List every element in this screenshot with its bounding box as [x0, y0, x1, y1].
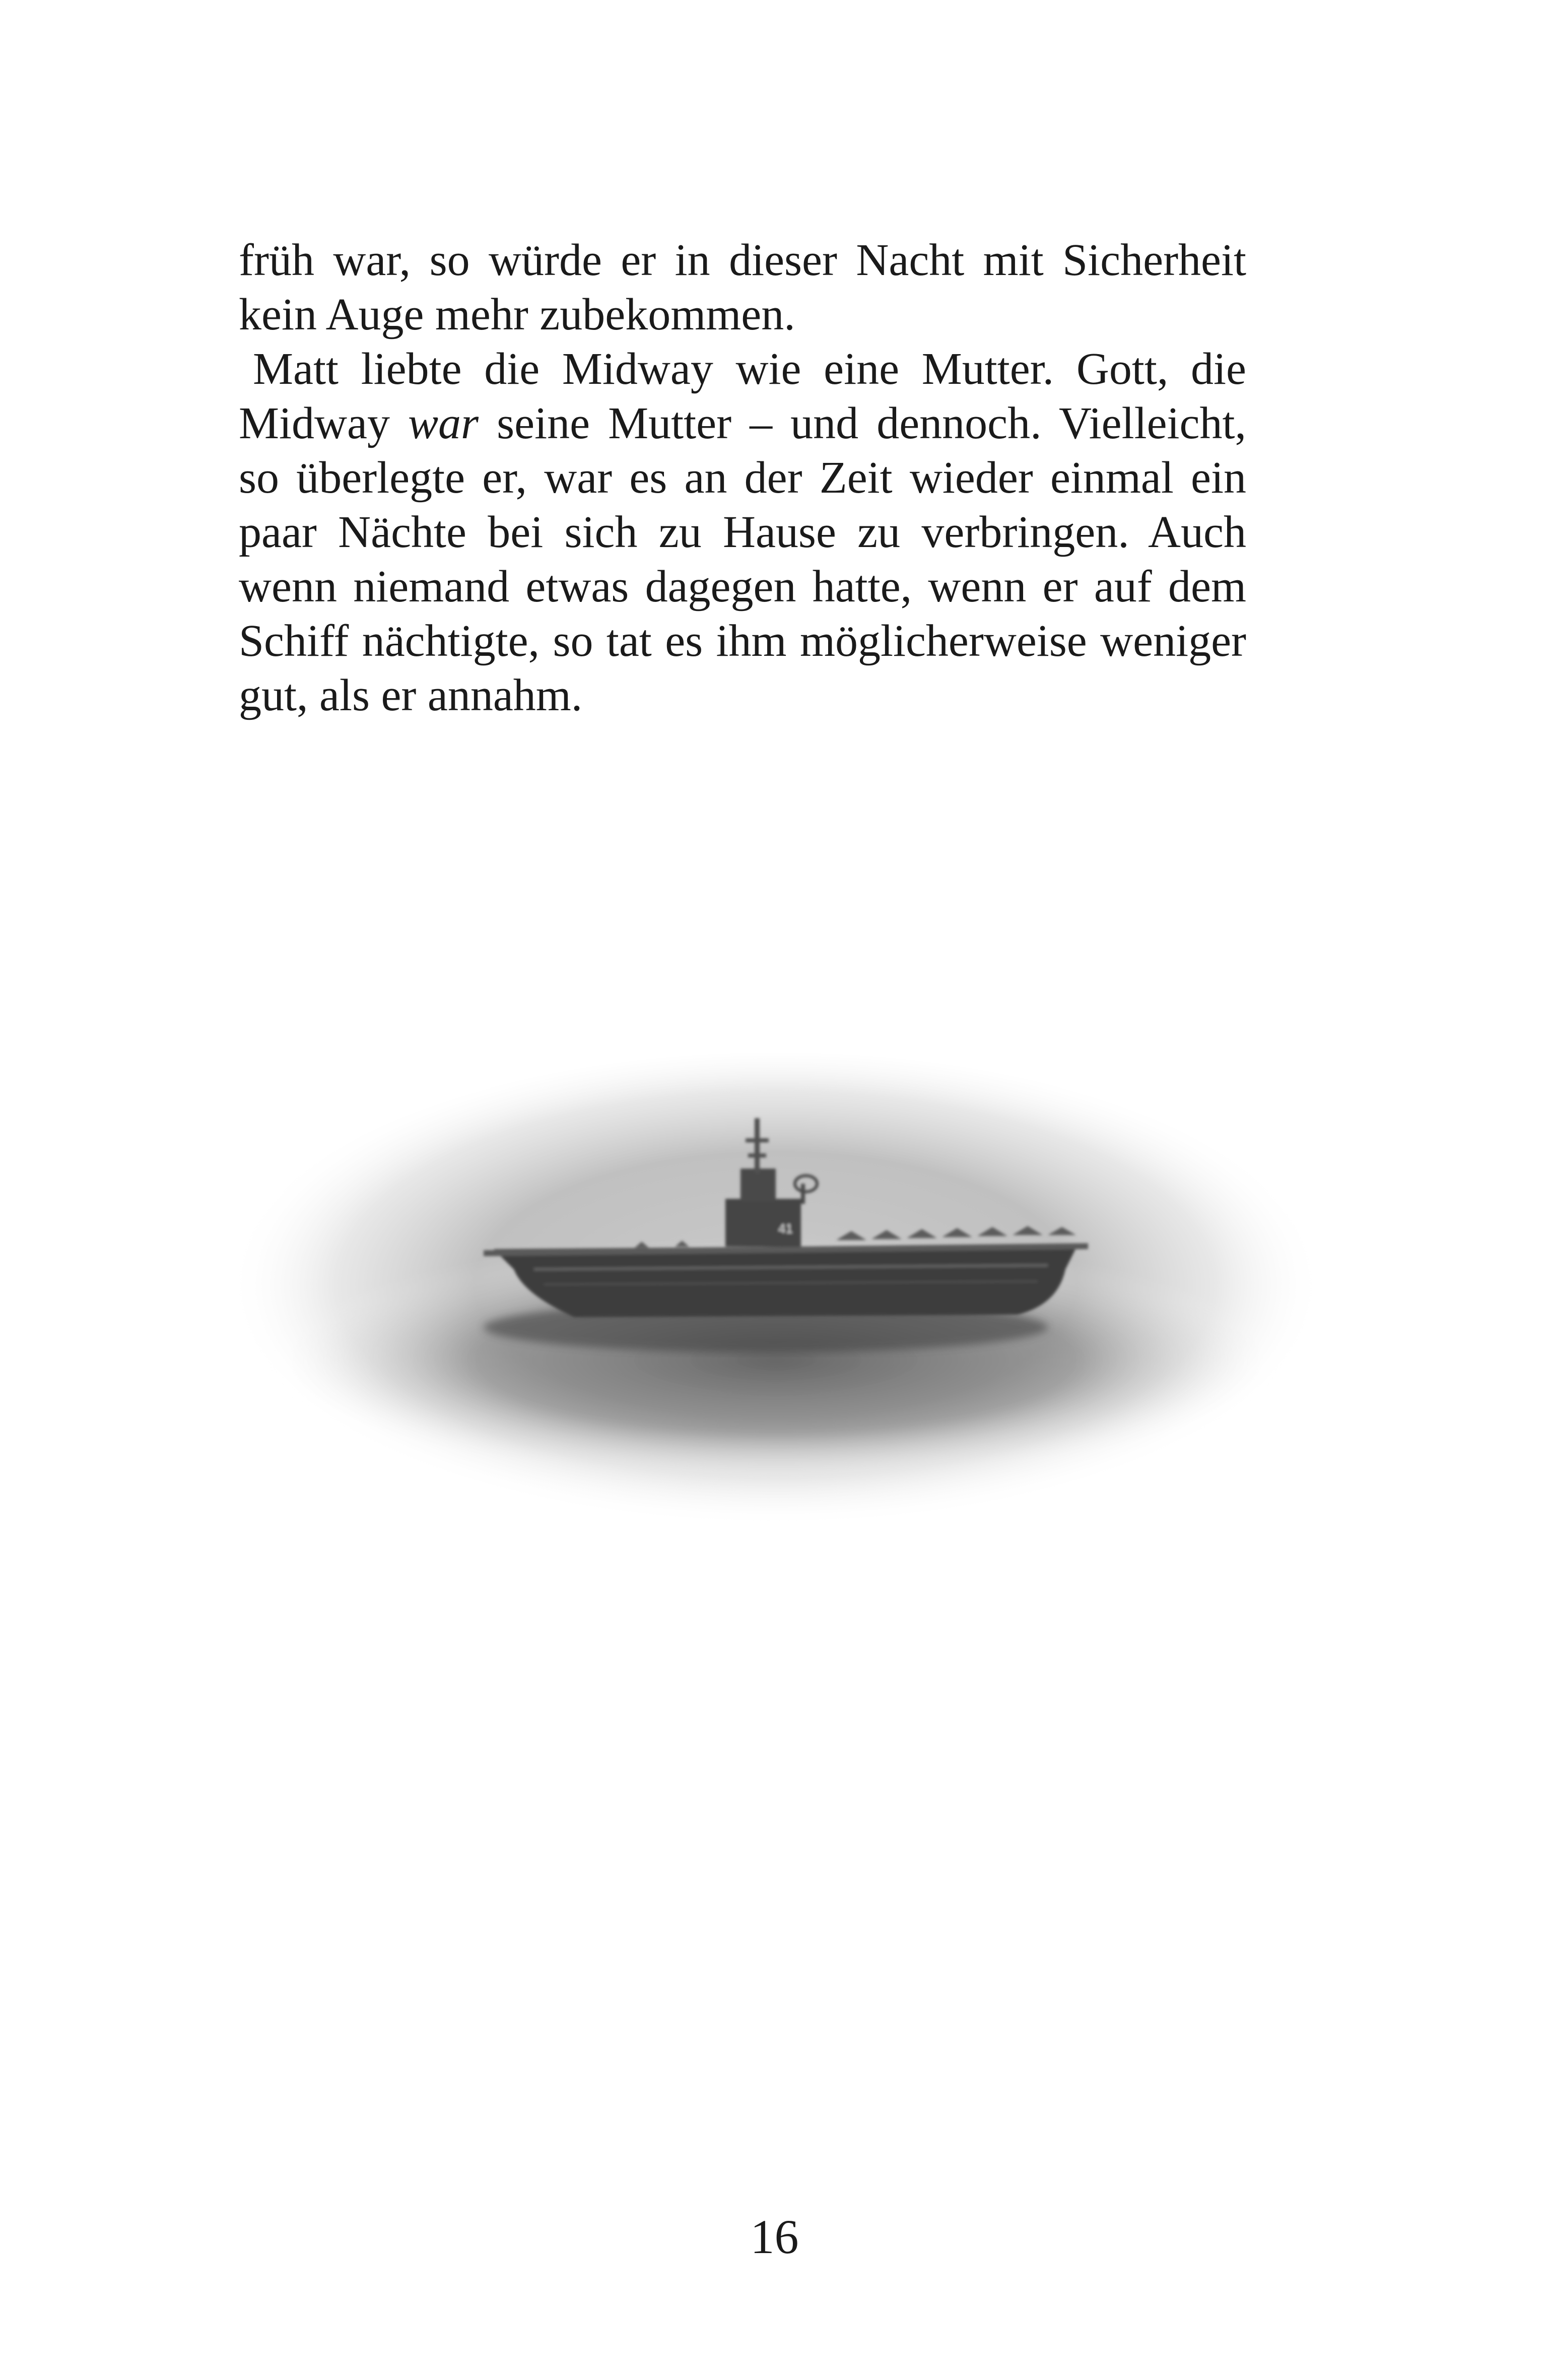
paragraph-text: Matt liebte die Midway wie eine Mutter. Gott, die Midway — [239, 344, 1246, 448]
paragraph: früh war, so würde er in dieser Nacht mit Sicherheit kein Auge mehr zubekommen. — [239, 235, 1246, 339]
page-number: 16 — [750, 2210, 799, 2264]
hull-number: 41 — [778, 1221, 793, 1236]
ship-illustration — [222, 1033, 1330, 1587]
emphasis-text: war — [408, 398, 479, 448]
paragraph — [239, 342, 1246, 723]
paragraph-text: seine Mutter – und dennoch. Vielleicht, so überlegte er, war es an der Zeit wieder einmal ein paar Nächte bei sich zu Hause zu verbringen. Auch wenn niemand etwas dagegen hatte, wenn er auf dem Schiff nächtigte, so tat es ihm möglicherweise weniger gut, als er annahm. — [239, 398, 1246, 720]
body-text — [239, 233, 1246, 723]
